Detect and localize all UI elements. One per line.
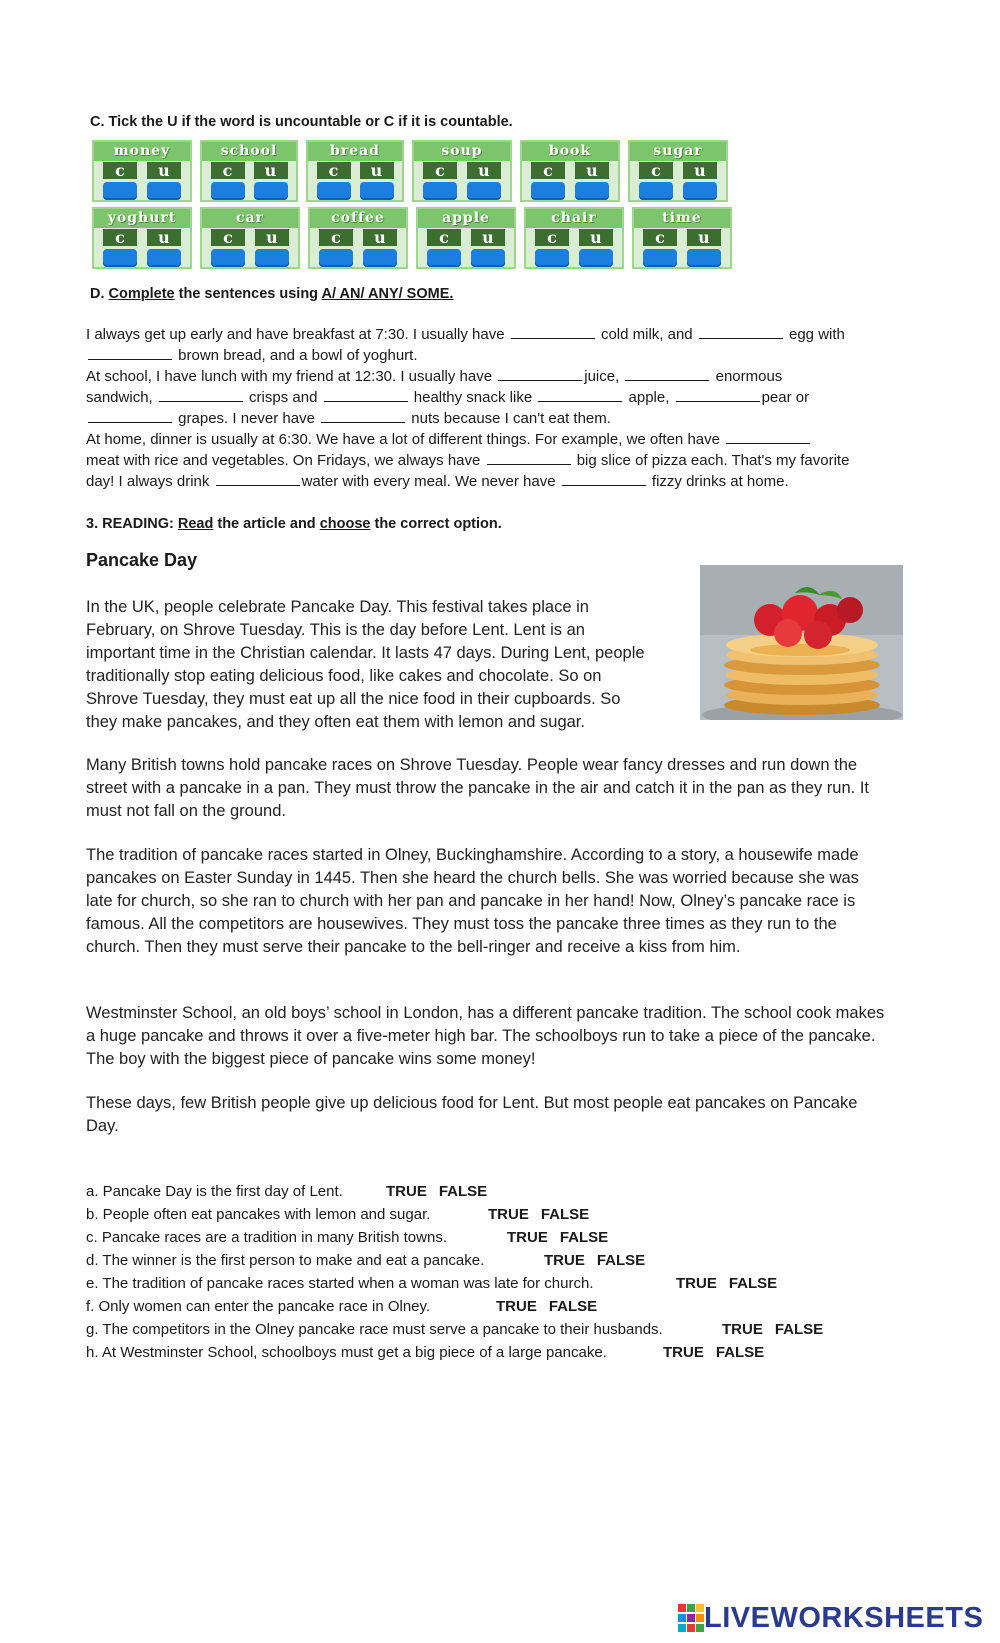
- true-false-options: [663, 1341, 764, 1364]
- article-paragraph-2: Many British towns hold pancake races on Shrove Tuesday. People wear fancy dresses and run down the street with a pancake in a pan. They must throw the pancake in the air and catch it in the pan as they run. It must not fall on the ground.: [86, 756, 869, 820]
- card-letters: [310, 228, 406, 246]
- tick-countable-sugar[interactable]: [639, 182, 673, 200]
- word-label: sugar: [630, 142, 726, 161]
- answer-blank[interactable]: [159, 387, 243, 402]
- statement-row: [86, 1318, 886, 1341]
- tick-countable-school[interactable]: [211, 182, 245, 200]
- gap-fill-text: [86, 324, 886, 492]
- tick-uncountable-book[interactable]: [575, 182, 609, 200]
- tick-uncountable-sugar[interactable]: [683, 182, 717, 200]
- countable-letter: c: [211, 229, 245, 246]
- word-card-chair: [524, 207, 624, 269]
- article-line: they make pancakes, and they often eat them with lemon and sugar.: [86, 713, 585, 731]
- word-label: money: [94, 142, 190, 161]
- uncountable-letter: u: [687, 229, 721, 246]
- uncountable-letter: u: [254, 162, 288, 179]
- uncountable-letter: u: [147, 229, 181, 246]
- statement-row: [86, 1272, 886, 1295]
- logo-blocks-icon: [678, 1604, 704, 1632]
- card-letters: [634, 228, 730, 246]
- text-fragment: meat with rice and vegetables. On Fridays, we always have: [86, 452, 481, 469]
- statement-row: [86, 1341, 886, 1364]
- statement-text: g. The competitors in the Olney pancake race must serve a pancake to their husbands.: [86, 1321, 663, 1338]
- card-letters: [202, 228, 298, 246]
- countable-letter: c: [423, 162, 457, 179]
- answer-blank[interactable]: [538, 387, 622, 402]
- true-option[interactable]: TRUE: [676, 1275, 717, 1292]
- statement-text: f. Only women can enter the pancake race in Olney.: [86, 1298, 431, 1315]
- countable-letter: c: [103, 229, 137, 246]
- true-false-options: [722, 1318, 823, 1341]
- card-tick-boxes: [522, 182, 618, 200]
- countable-letter: c: [319, 229, 353, 246]
- tick-countable-bread[interactable]: [317, 182, 351, 200]
- uncountable-letter: u: [363, 229, 397, 246]
- statement-row: [86, 1180, 886, 1203]
- logo-text: LIVEWORKSHEETS: [704, 1601, 984, 1634]
- word-card-bread: [306, 140, 404, 202]
- false-option[interactable]: FALSE: [559, 1229, 609, 1246]
- countable-letter: c: [639, 162, 673, 179]
- card-letters: [522, 161, 618, 179]
- uncountable-letter: u: [683, 162, 717, 179]
- text-fragment: juice,: [584, 368, 620, 385]
- countable-letter: c: [211, 162, 245, 179]
- gap-paragraph-dinner: [86, 429, 886, 492]
- false-option[interactable]: FALSE: [438, 1183, 488, 1200]
- card-tick-boxes: [202, 249, 298, 267]
- tick-countable-apple[interactable]: [427, 249, 461, 267]
- true-option[interactable]: TRUE: [488, 1206, 529, 1223]
- false-option[interactable]: FALSE: [728, 1275, 778, 1292]
- uncountable-letter: u: [255, 229, 289, 246]
- reading-choose: choose: [319, 516, 371, 532]
- countable-letter: c: [643, 229, 677, 246]
- word-grid-row-1: [92, 140, 792, 202]
- text-fragment: big slice of pizza each. That's my favorite: [576, 452, 850, 469]
- statement-row: [86, 1295, 886, 1318]
- text-fragment: day! I always drink: [86, 473, 210, 490]
- article-paragraph-3: The tradition of pancake races started in Olney, Buckinghamshire. According to a story, a housewife made pancakes on Easter Sunday in 1445. Then she heard the church bells. She was worried because she was late for church, so she ran to church with her pan and pancake in her hand! Now, Olney’s pancake race is famous. All the competitors are housewives. They must toss the pancake three times as they run to the church. Then they must serve their pancake to the bell-ringer and receive a kiss from him.: [86, 846, 859, 956]
- text-fragment: At home, dinner is usually at 6:30. We have a lot of different things. For example, we often have: [86, 431, 720, 448]
- answer-blank[interactable]: [324, 387, 408, 402]
- tick-countable-money[interactable]: [103, 182, 137, 200]
- answer-blank[interactable]: [216, 471, 300, 486]
- countable-letter: c: [103, 162, 137, 179]
- tick-uncountable-soup[interactable]: [467, 182, 501, 200]
- tick-countable-book[interactable]: [531, 182, 565, 200]
- text-fragment: nuts because I can't eat them.: [411, 410, 611, 427]
- word-grid-row-2: [92, 207, 792, 269]
- true-false-options: [507, 1226, 608, 1249]
- text-fragment: egg with: [789, 326, 845, 343]
- article-line: In the UK, people celebrate Pancake Day. This festival takes place in: [86, 598, 589, 616]
- text-fragment: fizzy drinks at home.: [651, 473, 789, 490]
- text-fragment: crisps and: [249, 389, 318, 406]
- answer-blank[interactable]: [676, 387, 760, 402]
- uncountable-letter: u: [575, 162, 609, 179]
- false-option[interactable]: FALSE: [774, 1321, 824, 1338]
- word-label: book: [522, 142, 618, 161]
- card-tick-boxes: [414, 182, 510, 200]
- text-fragment: brown bread, and a bowl of yoghurt.: [178, 347, 418, 364]
- tick-countable-yoghurt[interactable]: [103, 249, 137, 267]
- word-card-book: [520, 140, 620, 202]
- answer-blank[interactable]: [562, 471, 646, 486]
- true-false-options: [488, 1203, 589, 1226]
- text-fragment: healthy snack like: [413, 389, 533, 406]
- tick-countable-coffee[interactable]: [319, 249, 353, 267]
- card-letters: [630, 161, 726, 179]
- reading-heading: [86, 516, 502, 532]
- answer-blank[interactable]: [511, 324, 595, 339]
- answer-blank[interactable]: [625, 366, 709, 381]
- uncountable-letter: u: [147, 162, 181, 179]
- card-tick-boxes: [94, 249, 190, 267]
- statement-text: e. The tradition of pancake races started when a woman was late for church.: [86, 1275, 594, 1292]
- reading-prefix: 3. READING:: [86, 516, 174, 532]
- answer-blank[interactable]: [726, 429, 810, 444]
- answer-blank[interactable]: [88, 408, 172, 423]
- word-label: soup: [414, 142, 510, 161]
- gap-paragraph-lunch: [86, 366, 886, 429]
- text-fragment: sandwich,: [86, 389, 153, 406]
- section-c-heading: C. Tick the U if the word is uncountable or C if it is countable.: [90, 114, 513, 130]
- countable-letter: c: [531, 162, 565, 179]
- answer-blank[interactable]: [321, 408, 405, 423]
- article-line: Shrove Tuesday, they must eat up all the nice food in their cupboards. So: [86, 690, 621, 708]
- uncountable-letter: u: [579, 229, 613, 246]
- card-letters: [418, 228, 514, 246]
- tick-uncountable-school[interactable]: [254, 182, 288, 200]
- article-line: important time in the Christian calendar. It lasts 47 days. During Lent, people: [86, 644, 645, 662]
- countable-letter: c: [535, 229, 569, 246]
- false-option[interactable]: FALSE: [715, 1344, 765, 1361]
- uncountable-letter: u: [471, 229, 505, 246]
- text-fragment: apple,: [628, 389, 670, 406]
- uncountable-letter: u: [360, 162, 394, 179]
- section-d-prefix: D.: [90, 286, 105, 302]
- statement-text: c. Pancake races are a tradition in many British towns.: [86, 1229, 447, 1246]
- answer-blank[interactable]: [88, 345, 172, 360]
- true-false-options: [386, 1180, 487, 1203]
- text-fragment: cold milk, and: [600, 326, 693, 343]
- pancake-stack-image: [700, 565, 903, 720]
- tick-countable-car[interactable]: [211, 249, 245, 267]
- word-card-soup: [412, 140, 512, 202]
- liveworksheets-logo: [678, 1602, 983, 1634]
- tick-uncountable-coffee[interactable]: [363, 249, 397, 267]
- article-paragraph-1-lines: [86, 596, 686, 734]
- tick-uncountable-car[interactable]: [255, 249, 289, 267]
- tick-countable-soup[interactable]: [423, 182, 457, 200]
- word-card-time: [632, 207, 732, 269]
- card-tick-boxes: [634, 249, 730, 267]
- word-label: apple: [418, 209, 514, 228]
- answer-blank[interactable]: [498, 366, 582, 381]
- word-card-sugar: [628, 140, 728, 202]
- article-paragraph-4: Westminster School, an old boys’ school in London, has a different pancake tradition. The school cook makes a huge pancake and throws it over a five-meter high bar. The schoolboys run to take a piece of the pancake. The boy with the biggest piece of pancake wins some money!: [86, 1004, 885, 1068]
- statement-row: [86, 1203, 886, 1226]
- text-fragment: I always get up early and have breakfast at 7:30. I usually have: [86, 326, 505, 343]
- card-letters: [526, 228, 622, 246]
- false-option[interactable]: FALSE: [540, 1206, 590, 1223]
- true-false-options: [496, 1295, 597, 1318]
- true-option[interactable]: TRUE: [544, 1252, 585, 1269]
- text-fragment: At school, I have lunch with my friend at 12:30. I usually have: [86, 368, 493, 385]
- word-card-apple: [416, 207, 516, 269]
- card-letters: [414, 161, 510, 179]
- card-tick-boxes: [308, 182, 402, 200]
- false-option[interactable]: FALSE: [548, 1298, 598, 1315]
- section-d-options: A/ AN/ ANY/ SOME.: [321, 286, 454, 302]
- tick-countable-time[interactable]: [643, 249, 677, 267]
- text-fragment: grapes. I never have: [178, 410, 315, 427]
- tick-uncountable-apple[interactable]: [471, 249, 505, 267]
- tick-uncountable-chair[interactable]: [579, 249, 613, 267]
- false-option[interactable]: FALSE: [596, 1252, 646, 1269]
- countable-letter: c: [427, 229, 461, 246]
- word-label: time: [634, 209, 730, 228]
- word-grid: [92, 140, 792, 274]
- text-fragment: enormous: [715, 368, 783, 385]
- card-letters: [94, 161, 190, 179]
- card-tick-boxes: [526, 249, 622, 267]
- true-false-options: [676, 1272, 777, 1295]
- article-line: traditionally stop eating delicious food, like cakes and chocolate. So on: [86, 667, 602, 685]
- section-d-complete: Complete: [108, 286, 175, 302]
- tick-uncountable-time[interactable]: [687, 249, 721, 267]
- word-card-coffee: [308, 207, 408, 269]
- answer-blank[interactable]: [699, 324, 783, 339]
- article-title: Pancake Day: [86, 550, 198, 570]
- statement-row: [86, 1226, 886, 1249]
- countable-letter: c: [317, 162, 351, 179]
- word-card-yoghurt: [92, 207, 192, 269]
- article-paragraph-5: These days, few British people give up delicious food for Lent. But most people eat pancakes on Pancake Day.: [86, 1094, 858, 1135]
- card-tick-boxes: [310, 249, 406, 267]
- word-label: chair: [526, 209, 622, 228]
- tick-uncountable-bread[interactable]: [360, 182, 394, 200]
- word-label: school: [202, 142, 296, 161]
- card-letters: [308, 161, 402, 179]
- card-letters: [94, 228, 190, 246]
- word-card-car: [200, 207, 300, 269]
- statement-text: h. At Westminster School, schoolboys must get a big piece of a large pancake.: [86, 1344, 607, 1361]
- true-option[interactable]: TRUE: [386, 1183, 427, 1200]
- reading-end: the correct option.: [374, 516, 502, 532]
- word-label: coffee: [310, 209, 406, 228]
- uncountable-letter: u: [467, 162, 501, 179]
- card-letters: [202, 161, 296, 179]
- true-false-options: [544, 1249, 645, 1272]
- text-fragment: pear or: [761, 389, 810, 406]
- word-label: bread: [308, 142, 402, 161]
- section-d-heading: [90, 286, 453, 302]
- statement-text: b. People often eat pancakes with lemon and sugar.: [86, 1206, 431, 1223]
- true-option[interactable]: TRUE: [496, 1298, 537, 1315]
- card-tick-boxes: [418, 249, 514, 267]
- true-false-list: [86, 1180, 886, 1364]
- section-d-mid: the sentences using: [178, 286, 319, 302]
- tick-uncountable-money[interactable]: [147, 182, 181, 200]
- true-option[interactable]: TRUE: [663, 1344, 704, 1361]
- word-card-money: [92, 140, 192, 202]
- card-tick-boxes: [630, 182, 726, 200]
- word-label: yoghurt: [94, 209, 190, 228]
- tick-countable-chair[interactable]: [535, 249, 569, 267]
- article-line: February, on Shrove Tuesday. This is the day before Lent. Lent is an: [86, 621, 585, 639]
- reading-read: Read: [177, 516, 214, 532]
- card-tick-boxes: [94, 182, 190, 200]
- statement-text: d. The winner is the first person to make and eat a pancake.: [86, 1252, 485, 1269]
- reading-mid: the article and: [217, 516, 316, 532]
- true-option[interactable]: TRUE: [507, 1229, 548, 1246]
- word-card-school: [200, 140, 298, 202]
- tick-uncountable-yoghurt[interactable]: [147, 249, 181, 267]
- text-fragment: water with every meal. We never have: [301, 473, 556, 490]
- word-label: car: [202, 209, 298, 228]
- article-paragraph-1: [86, 596, 686, 734]
- true-option[interactable]: TRUE: [722, 1321, 763, 1338]
- gap-paragraph-breakfast: [86, 324, 886, 366]
- answer-blank[interactable]: [487, 450, 571, 465]
- card-tick-boxes: [202, 182, 296, 200]
- statement-row: [86, 1249, 886, 1272]
- statement-text: a. Pancake Day is the first day of Lent.: [86, 1183, 343, 1200]
